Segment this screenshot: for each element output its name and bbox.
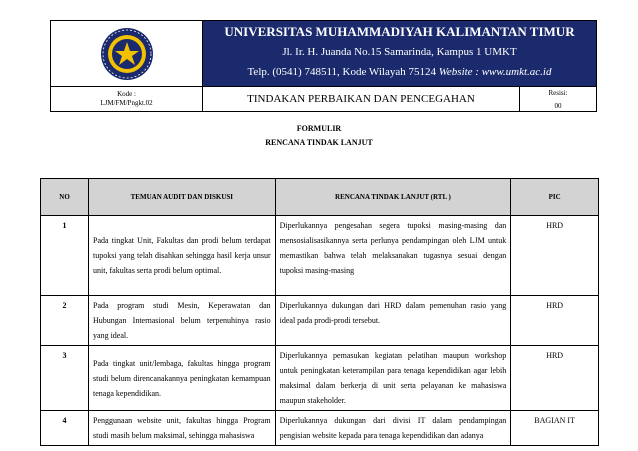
row-rtl: Diperlukannya pengesahan segera tupoksi masing-masing dan mensosialisasikannya serta perlunya pendampingan oleh LJM untuk memastikan bahwa telah melaksanakan tugasnya sesuai dengan tupoksi masing-masing — [275, 216, 511, 296]
header-rtl: RENCANA TINDAK LANJUT (RTL ) — [275, 179, 511, 216]
document-title: TINDAKAN PERBAIKAN DAN PENCEGAHAN — [203, 87, 520, 111]
kode-cell — [51, 87, 203, 111]
row-pic: HRD — [511, 296, 599, 346]
university-name: UNIVERSITAS MUHAMMADIYAH KALIMANTAN TIMUR — [224, 24, 575, 39]
row-temuan: Pada tingkat unit/lembaga, fakultas hingga program studi belum direncanakannya peningkatan kemampuan tenaga kependidikan. — [89, 346, 276, 411]
revisi-value: 00 — [554, 102, 562, 110]
row-rtl: Diperlukannya pemasukan kegiatan pelatihan maupun workshop untuk peningkatan keterampilan para tenaga kependidikan agar lebih maksimal dalam berkerja di unit serta pelayanan ke mahasiswa maupun stakeholder. — [275, 346, 511, 411]
row-no: 2 — [41, 296, 89, 346]
row-rtl: Diperlukannya dukungan dari divisi IT dalam pendampingan pengisian website kepada para tenaga kependidikan dan adanya — [275, 411, 511, 446]
row-temuan: Pada program studi Mesin, Keperawatan dan Hubungan Internasional belum terpenuhinya rasio yang ideal. — [89, 296, 276, 346]
table-row — [41, 216, 599, 296]
logo-area — [51, 21, 203, 87]
form-subheading: RENCANA TINDAK LANJUT — [265, 138, 373, 147]
table-row — [41, 411, 599, 446]
table-row — [41, 296, 599, 346]
telephone: Telp. (0541) 748511, Kode Wilayah 75124 — [247, 66, 436, 78]
revisi-cell — [520, 87, 596, 111]
website: Website : www.umkt.ac.id — [438, 66, 552, 78]
row-pic: HRD — [511, 216, 599, 296]
form-heading: FORMULIR — [296, 124, 342, 133]
table-header-row — [41, 179, 599, 216]
kode-label: Kode : — [117, 90, 136, 98]
row-rtl: Diperlukannya dukungan dari HRD dalam pemenuhan rasio yang ideal pada prodi-prodi tersebut. — [275, 296, 511, 346]
row-no: 4 — [41, 411, 89, 446]
university-seal-logo — [99, 26, 155, 82]
header-pic: PIC — [511, 179, 599, 216]
row-no: 1 — [41, 216, 89, 296]
revisi-label: Resisi: — [548, 89, 568, 97]
rtl-table — [40, 178, 599, 446]
row-temuan: Penggunaan website unit, fakultas hingga Program studi masih belum maksimal, sehingga mahasiswa — [89, 411, 276, 446]
university-contact — [203, 63, 596, 81]
row-no: 3 — [41, 346, 89, 411]
row-pic: BAGIAN IT — [511, 411, 599, 446]
header-temuan: TEMUAN AUDIT DAN DISKUSI — [89, 179, 276, 216]
university-banner — [203, 21, 596, 87]
header-no: NO — [41, 179, 89, 216]
row-temuan: Pada tingkat Unit, Fakultas dan prodi belum terdapat tupoksi yang telah disahkan sehingga hasil kerja unsur unit, fakultas serta prodi belum optimal. — [89, 216, 276, 296]
kode-value: LJM/FM/Pngkt.02 — [100, 99, 153, 107]
document-header — [50, 20, 597, 112]
university-address: Jl. Ir. H. Juanda No.15 Samarinda, Kampus 1 UMKT — [282, 46, 517, 58]
table-row — [41, 346, 599, 411]
row-pic: HRD — [511, 346, 599, 411]
